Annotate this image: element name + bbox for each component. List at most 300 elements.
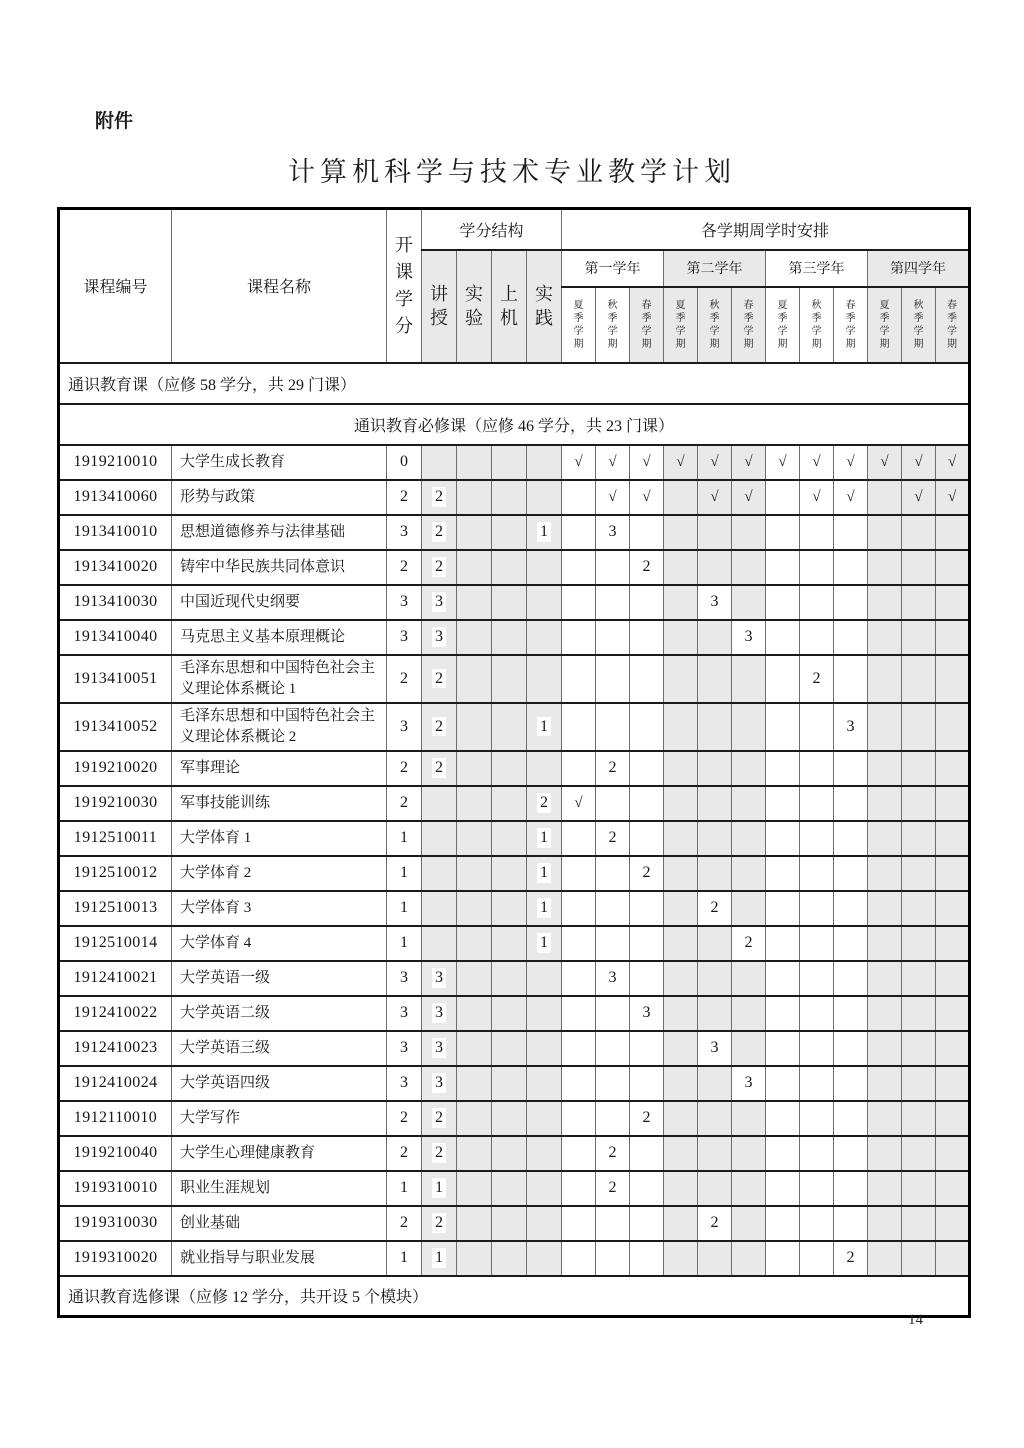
semester-cell: [800, 585, 834, 620]
semester-cell: [868, 515, 902, 550]
semester-header-label: 夏季学期: [879, 299, 890, 350]
semester-cell: 2: [630, 1101, 664, 1136]
semester-header: [732, 287, 766, 363]
course-id-cell: 1913410051: [59, 655, 172, 703]
semester-cell: [936, 480, 970, 515]
semester-cell: 2: [596, 751, 630, 786]
semester-cell: 2: [800, 655, 834, 703]
credit-lecture-value: 2: [432, 758, 446, 777]
semester-cell: [664, 1171, 698, 1206]
semester-cell: [800, 480, 834, 515]
semester-cell: [562, 585, 596, 620]
semester-cell: [868, 585, 902, 620]
semester-header-label: 春季学期: [641, 299, 652, 350]
semester-cell: 2: [630, 550, 664, 585]
semester-cell: [698, 961, 732, 996]
semester-cell: [936, 1241, 970, 1276]
section-row-general-elective: [59, 1276, 970, 1317]
semester-cell: [664, 961, 698, 996]
col-header-course-id: 课程编号: [59, 209, 172, 363]
credit-computer-cell: [492, 445, 527, 480]
course-credits-cell: 1: [387, 1171, 422, 1206]
semester-cell: [766, 655, 800, 703]
credit-computer-cell: [492, 1066, 527, 1101]
semester-cell: [596, 1101, 630, 1136]
semester-cell: [868, 620, 902, 655]
credit-lecture-cell: [422, 1101, 457, 1136]
semester-cell: [596, 655, 630, 703]
credit-lab-cell: [457, 961, 492, 996]
credit-lab-cell: [457, 703, 492, 751]
semester-cell: [596, 891, 630, 926]
credit-computer-cell: [492, 891, 527, 926]
credit-computer-cell: [492, 703, 527, 751]
semester-cell: [800, 751, 834, 786]
course-row: [59, 856, 970, 891]
course-name-cell: 毛泽东思想和中国特色社会主义理论体系概论 1: [172, 655, 387, 703]
semester-cell: [902, 1206, 936, 1241]
semester-cell: [664, 655, 698, 703]
semester-cell: [936, 655, 970, 703]
credit-computer-cell: [492, 856, 527, 891]
semester-cell: [664, 1066, 698, 1101]
semester-cell: [732, 703, 766, 751]
check-mark: √: [744, 489, 753, 505]
credit-lecture-value: 3: [432, 627, 446, 646]
credit-lecture-value: 2: [432, 717, 446, 736]
check-mark: √: [744, 454, 753, 470]
semester-cell: [562, 856, 596, 891]
col-header-credit-structure: 学分结构: [422, 209, 562, 250]
course-id-cell: 1913410020: [59, 550, 172, 585]
semester-cell: [868, 550, 902, 585]
credit-lab-cell: [457, 655, 492, 703]
semester-cell: [732, 1206, 766, 1241]
semester-cell: [834, 1101, 868, 1136]
check-mark: √: [574, 454, 583, 470]
semester-header: [868, 287, 902, 363]
credit-lecture-value: 2: [432, 557, 446, 576]
semester-cell: [868, 786, 902, 821]
semester-cell: [834, 926, 868, 961]
course-credits-cell: 2: [387, 751, 422, 786]
semester-cell: [800, 786, 834, 821]
semester-cell: [834, 751, 868, 786]
semester-cell: [664, 751, 698, 786]
credit-lecture-value: 2: [432, 1108, 446, 1127]
semester-cell: [868, 821, 902, 856]
semester-cell: [664, 996, 698, 1031]
semester-cell: [868, 1031, 902, 1066]
semester-cell: [596, 926, 630, 961]
credit-practice-cell: [527, 856, 562, 891]
course-row: [59, 515, 970, 550]
col-header-lab: 实验: [457, 250, 492, 363]
semester-cell: [902, 856, 936, 891]
semester-cell: [800, 550, 834, 585]
semester-cell: [630, 620, 664, 655]
semester-cell: [936, 1066, 970, 1101]
semester-cell: [562, 1066, 596, 1101]
check-mark: √: [710, 454, 719, 470]
credit-computer-cell: [492, 585, 527, 620]
credit-lecture-value: 1: [432, 1248, 446, 1267]
credit-practice-cell: [527, 751, 562, 786]
semester-cell: [936, 751, 970, 786]
credit-computer-cell: [492, 926, 527, 961]
semester-cell: [868, 703, 902, 751]
section-row-general-required: [59, 404, 970, 445]
credit-practice-cell: [527, 1066, 562, 1101]
semester-cell: [596, 1031, 630, 1066]
semester-cell: [698, 1066, 732, 1101]
semester-cell: [630, 786, 664, 821]
course-credits-cell: 2: [387, 655, 422, 703]
section-row-general-education: [59, 363, 970, 404]
check-mark: √: [947, 489, 957, 505]
course-credits-cell: 0: [387, 445, 422, 480]
semester-cell: [596, 550, 630, 585]
semester-cell: [868, 926, 902, 961]
col-header-credits: [387, 209, 422, 363]
semester-header-label: 秋季学期: [709, 299, 720, 350]
course-name-cell: 大学写作: [172, 1101, 387, 1136]
semester-cell: [834, 856, 868, 891]
course-id-cell: 1919310020: [59, 1241, 172, 1276]
credit-practice-cell: [527, 1031, 562, 1066]
semester-cell: [630, 821, 664, 856]
semester-cell: [834, 1066, 868, 1101]
credit-practice-cell: [527, 515, 562, 550]
year-header-3: 第三学年: [766, 250, 868, 287]
semester-cell: [936, 703, 970, 751]
semester-cell: [562, 1136, 596, 1171]
semester-cell: [630, 445, 664, 480]
course-id-cell: 1912410022: [59, 996, 172, 1031]
semester-header: [902, 287, 936, 363]
semester-cell: [766, 1241, 800, 1276]
credit-lecture-cell: [422, 856, 457, 891]
semester-cell: [902, 891, 936, 926]
semester-cell: [698, 445, 732, 480]
semester-cell: [902, 1241, 936, 1276]
course-credits-cell: 3: [387, 996, 422, 1031]
credit-practice-value: 1: [537, 863, 551, 882]
credit-lecture-value: 2: [432, 522, 446, 541]
table-header: [59, 209, 970, 363]
semester-cell: 2: [732, 926, 766, 961]
course-name-cell: 就业指导与职业发展: [172, 1241, 387, 1276]
credit-practice-cell: [527, 585, 562, 620]
credit-lecture-value: 3: [432, 1038, 446, 1057]
semester-cell: [800, 856, 834, 891]
semester-cell: [698, 786, 732, 821]
check-mark: √: [947, 454, 957, 470]
semester-cell: [902, 550, 936, 585]
semester-cell: [664, 1031, 698, 1066]
semester-cell: [936, 786, 970, 821]
semester-cell: [664, 445, 698, 480]
course-name-cell: 大学英语一级: [172, 961, 387, 996]
semester-cell: [936, 891, 970, 926]
semester-cell: [936, 550, 970, 585]
semester-cell: [698, 550, 732, 585]
course-row: [59, 786, 970, 821]
course-name-cell: 职业生涯规划: [172, 1171, 387, 1206]
course-credits-cell: 3: [387, 515, 422, 550]
check-mark: √: [574, 795, 583, 811]
credit-lecture-cell: [422, 480, 457, 515]
credit-practice-cell: [527, 1171, 562, 1206]
course-id-cell: 1919310010: [59, 1171, 172, 1206]
semester-cell: [868, 445, 902, 480]
semester-cell: [800, 961, 834, 996]
credit-lab-cell: [457, 445, 492, 480]
semester-cell: [664, 620, 698, 655]
course-row: [59, 751, 970, 786]
semester-cell: [732, 550, 766, 585]
course-id-cell: 1912510012: [59, 856, 172, 891]
semester-cell: [664, 480, 698, 515]
semester-cell: 3: [596, 515, 630, 550]
course-id-cell: 1912510013: [59, 891, 172, 926]
course-name-cell: 大学英语二级: [172, 996, 387, 1031]
course-credits-cell: 3: [387, 703, 422, 751]
semester-cell: 3: [698, 585, 732, 620]
semester-cell: [562, 961, 596, 996]
semester-cell: [800, 1171, 834, 1206]
credit-practice-value: 1: [537, 717, 551, 736]
credit-lab-cell: [457, 1136, 492, 1171]
check-mark: √: [608, 489, 617, 505]
credit-lecture-cell: [422, 445, 457, 480]
semester-cell: [698, 655, 732, 703]
semester-cell: [596, 1206, 630, 1241]
semester-cell: 2: [698, 891, 732, 926]
course-row: [59, 821, 970, 856]
credit-lab-cell: [457, 786, 492, 821]
semester-cell: [562, 926, 596, 961]
credit-practice-value: 2: [537, 793, 551, 812]
semester-cell: [630, 480, 664, 515]
semester-cell: [936, 856, 970, 891]
course-name-cell: 形势与政策: [172, 480, 387, 515]
semester-cell: [902, 703, 936, 751]
semester-cell: 3: [698, 1031, 732, 1066]
semester-cell: [834, 996, 868, 1031]
semester-cell: [562, 445, 596, 480]
check-mark: √: [812, 454, 821, 470]
semester-cell: [596, 480, 630, 515]
semester-cell: 3: [596, 961, 630, 996]
year-header-4: 第四学年: [868, 250, 970, 287]
credit-lecture-cell: [422, 1066, 457, 1101]
course-name-cell: 大学体育 2: [172, 856, 387, 891]
credit-lecture-value: 2: [432, 487, 446, 506]
credit-lecture-cell: [422, 655, 457, 703]
semester-cell: [902, 585, 936, 620]
credit-lab-cell: [457, 926, 492, 961]
credit-practice-cell: [527, 961, 562, 996]
credit-practice-cell: [527, 821, 562, 856]
course-row: [59, 891, 970, 926]
semester-cell: [800, 1136, 834, 1171]
credit-lecture-value: 2: [432, 1213, 446, 1232]
semester-cell: [732, 891, 766, 926]
col-header-practice: 实践: [527, 250, 562, 363]
semester-cell: [562, 1031, 596, 1066]
course-id-cell: 1919210010: [59, 445, 172, 480]
semester-cell: [868, 1066, 902, 1101]
semester-cell: 2: [834, 1241, 868, 1276]
semester-cell: [630, 891, 664, 926]
semester-cell: [936, 515, 970, 550]
semester-cell: [800, 445, 834, 480]
credit-computer-cell: [492, 1101, 527, 1136]
semester-cell: 2: [698, 1206, 732, 1241]
semester-cell: [562, 1101, 596, 1136]
semester-cell: [630, 655, 664, 703]
course-name-cell: 军事理论: [172, 751, 387, 786]
course-row: [59, 1101, 970, 1136]
semester-cell: [562, 480, 596, 515]
plan-table-body: [59, 363, 970, 1317]
semester-cell: [800, 1066, 834, 1101]
semester-cell: [902, 515, 936, 550]
course-credits-cell: 1: [387, 856, 422, 891]
semester-cell: 2: [630, 856, 664, 891]
credit-practice-value: 1: [537, 898, 551, 917]
semester-cell: [732, 1136, 766, 1171]
semester-header-label: 秋季学期: [913, 299, 924, 350]
semester-cell: [800, 891, 834, 926]
semester-cell: [936, 1206, 970, 1241]
semester-header-label: 夏季学期: [777, 299, 788, 350]
semester-cell: [834, 891, 868, 926]
credit-lab-cell: [457, 620, 492, 655]
semester-cell: 2: [596, 821, 630, 856]
semester-cell: 2: [596, 1171, 630, 1206]
semester-cell: [664, 585, 698, 620]
col-header-lecture: 讲授: [422, 250, 457, 363]
semester-cell: [766, 926, 800, 961]
semester-cell: [732, 786, 766, 821]
credit-lecture-cell: [422, 961, 457, 996]
semester-cell: [902, 1066, 936, 1101]
course-row: [59, 1066, 970, 1101]
credit-lecture-cell: [422, 891, 457, 926]
credit-practice-cell: [527, 655, 562, 703]
check-mark: √: [642, 489, 651, 505]
course-name-cell: 大学英语四级: [172, 1066, 387, 1101]
semester-header: [766, 287, 800, 363]
credit-lab-cell: [457, 1066, 492, 1101]
semester-cell: [766, 1136, 800, 1171]
credit-lecture-cell: [422, 996, 457, 1031]
semester-cell: [630, 585, 664, 620]
semester-cell: [902, 1101, 936, 1136]
course-credits-cell: 1: [387, 926, 422, 961]
credit-computer-cell: [492, 821, 527, 856]
semester-cell: [902, 445, 936, 480]
semester-cell: [562, 515, 596, 550]
semester-cell: [800, 515, 834, 550]
check-mark: √: [608, 454, 617, 470]
semester-cell: [732, 1171, 766, 1206]
course-row: [59, 445, 970, 480]
credit-computer-cell: [492, 1206, 527, 1241]
credit-lab-cell: [457, 821, 492, 856]
semester-cell: [562, 891, 596, 926]
semester-cell: [664, 550, 698, 585]
course-credits-cell: 1: [387, 1241, 422, 1276]
credit-lecture-cell: [422, 821, 457, 856]
semester-cell: [630, 961, 664, 996]
course-name-cell: 思想道德修养与法律基础: [172, 515, 387, 550]
check-mark: √: [812, 489, 821, 505]
semester-cell: [596, 445, 630, 480]
semester-cell: [766, 996, 800, 1031]
semester-cell: [936, 1136, 970, 1171]
course-id-cell: 1913410052: [59, 703, 172, 751]
semester-cell: [868, 891, 902, 926]
credit-practice-cell: [527, 1101, 562, 1136]
course-id-cell: 1919210020: [59, 751, 172, 786]
semester-cell: [732, 445, 766, 480]
semester-cell: [868, 856, 902, 891]
credit-lab-cell: [457, 515, 492, 550]
credit-practice-cell: [527, 1206, 562, 1241]
course-row: [59, 703, 970, 751]
semester-cell: [902, 1171, 936, 1206]
section-label-general-elective: 通识教育选修课（应修 12 学分，共开设 5 个模块）: [59, 1276, 970, 1317]
semester-cell: [562, 996, 596, 1031]
semester-cell: [834, 585, 868, 620]
credit-practice-value: 1: [537, 933, 551, 952]
semester-cell: [800, 1206, 834, 1241]
credit-practice-value: 1: [537, 522, 551, 541]
semester-cell: [902, 821, 936, 856]
teaching-plan-table: [57, 207, 971, 1318]
credit-practice-cell: [527, 996, 562, 1031]
semester-cell: [630, 703, 664, 751]
credit-computer-cell: [492, 620, 527, 655]
semester-cell: [698, 1136, 732, 1171]
credit-computer-cell: [492, 515, 527, 550]
course-id-cell: 1919210030: [59, 786, 172, 821]
credit-practice-cell: [527, 480, 562, 515]
semester-cell: [630, 751, 664, 786]
semester-cell: [732, 1241, 766, 1276]
credit-lab-cell: [457, 1101, 492, 1136]
credit-computer-cell: [492, 786, 527, 821]
semester-cell: [732, 515, 766, 550]
semester-cell: [800, 926, 834, 961]
semester-cell: [936, 445, 970, 480]
semester-cell: [902, 786, 936, 821]
semester-cell: [562, 1206, 596, 1241]
semester-header-label: 夏季学期: [573, 299, 584, 350]
credit-lecture-value: 3: [432, 1073, 446, 1092]
semester-header-label: 秋季学期: [811, 299, 822, 350]
semester-cell: [698, 926, 732, 961]
semester-cell: 3: [732, 1066, 766, 1101]
semester-cell: [834, 515, 868, 550]
semester-cell: [698, 1241, 732, 1276]
course-row: [59, 1136, 970, 1171]
course-row: [59, 1171, 970, 1206]
col-header-course-name: 课程名称: [172, 209, 387, 363]
